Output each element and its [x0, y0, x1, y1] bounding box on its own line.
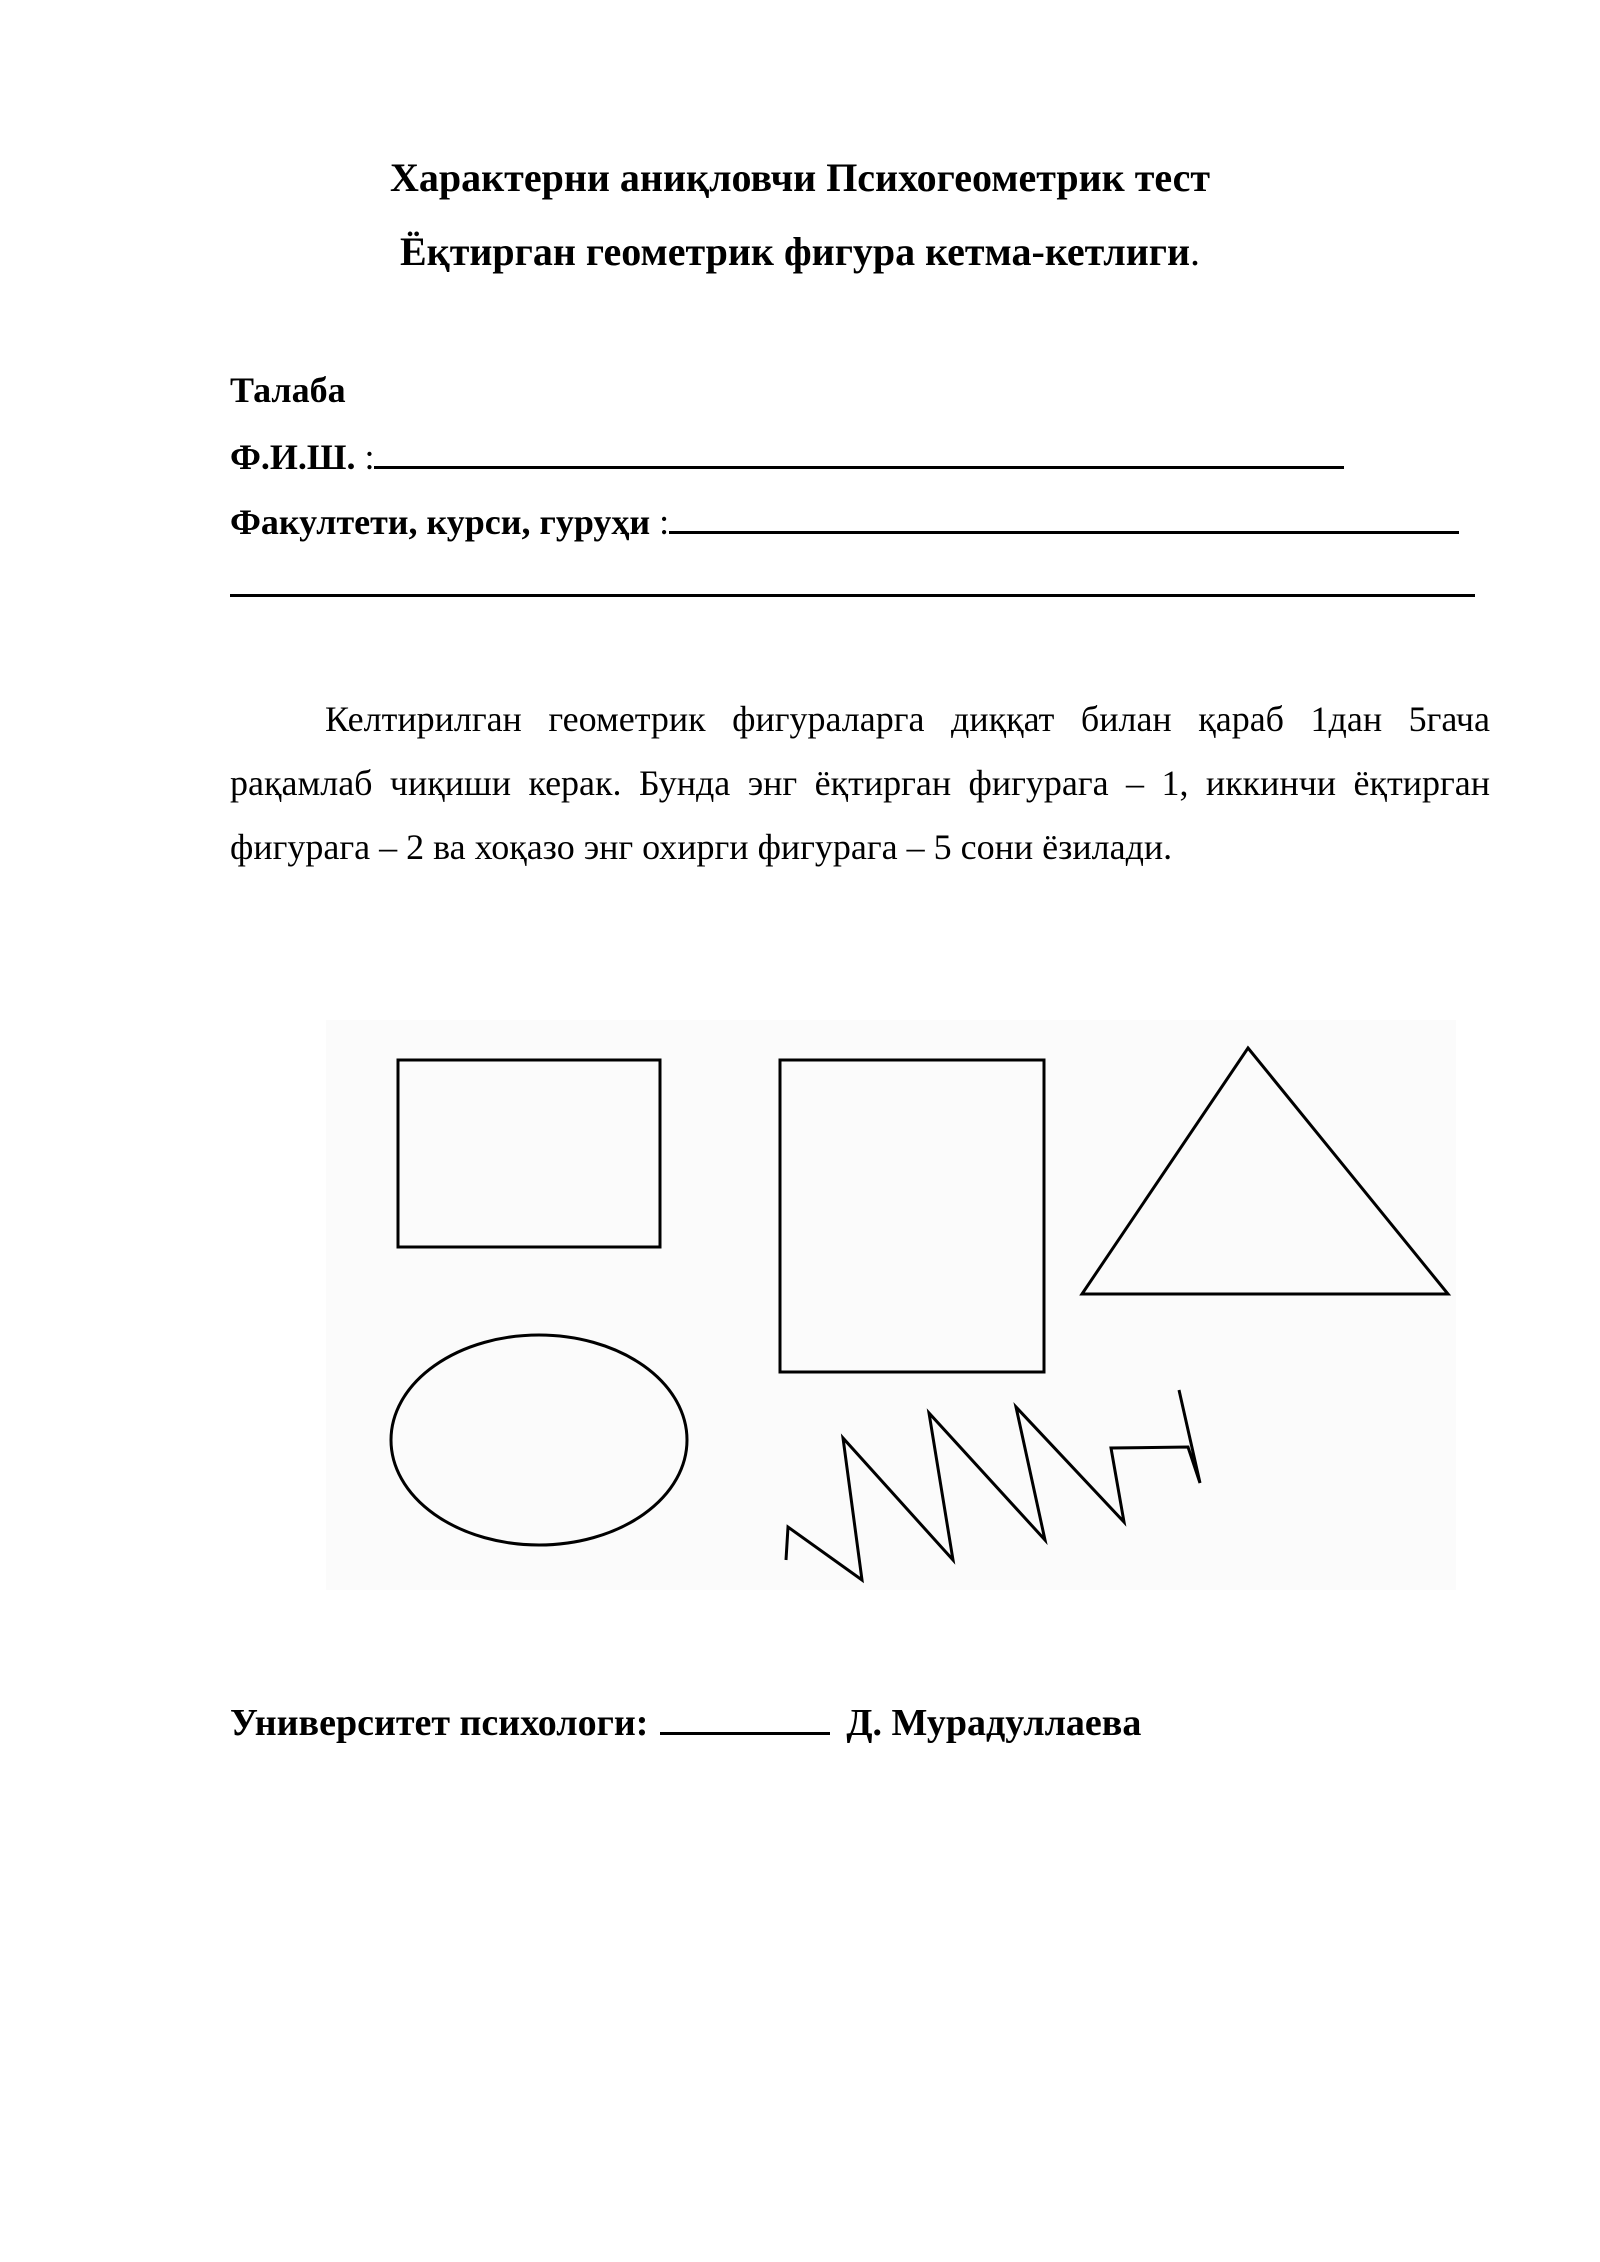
faculty-label: Факултети, курси, гуруҳи [230, 502, 651, 542]
signature-row [230, 1700, 1141, 1746]
square-icon [398, 1060, 660, 1247]
title-period: . [1190, 229, 1201, 274]
signature-label: Университет психологи: [230, 1702, 649, 1744]
zigzag-icon [786, 1390, 1200, 1580]
title-line-1: Характерни аниқловчи Психогеометрик тест [390, 155, 1210, 200]
faculty-separator: : [650, 502, 670, 542]
instructions-paragraph: Келтирилган геометрик фигураларга диққат билан қараб 1дан 5гача рақамлаб чиқиши керак. Бунда энг ёқтирган фигурага – 1, иккинчи ёқтирган фигурага – 2 ва хоқазо энг охирги фигурага – 5 сони ёзилади. [230, 699, 1490, 867]
figures-panel [326, 1020, 1456, 1590]
faculty-blank-line[interactable] [669, 501, 1459, 534]
faculty-field-row [230, 500, 1459, 544]
name-separator: : [355, 437, 375, 477]
name-label: Ф.И.Ш. [230, 437, 356, 477]
name-blank-line[interactable] [374, 436, 1344, 469]
circle-icon [391, 1335, 687, 1545]
name-field-row [230, 435, 1344, 479]
signature-blank-line[interactable] [660, 1702, 830, 1735]
title-line-2: Ёқтирган геометрик фигура кетма-кетлиги [399, 229, 1191, 274]
document-subtitle [0, 228, 1600, 276]
student-label: Талаба [230, 370, 346, 410]
rectangle-icon [780, 1060, 1044, 1372]
psychologist-name: Д. Мурадуллаева [846, 1702, 1142, 1744]
extra-blank-line[interactable] [230, 594, 1475, 597]
document-title [0, 154, 1600, 202]
triangle-icon [1082, 1048, 1448, 1294]
